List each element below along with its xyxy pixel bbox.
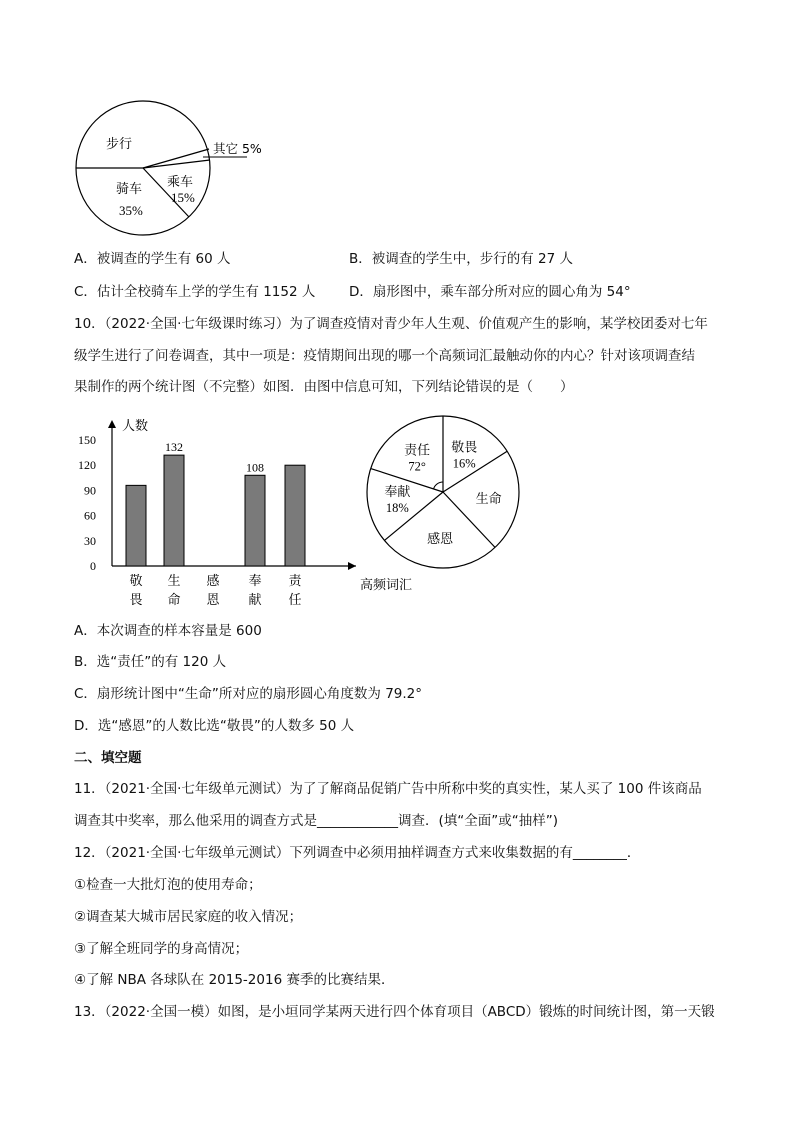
q9-option-a: A．被调查的学生有 60 人 — [74, 251, 231, 267]
bar-x-label: 高频词汇 — [360, 578, 413, 593]
q10-option-d: D．选“感恩”的人数比选“敬畏”的人数多 50 人 — [74, 718, 355, 734]
bar-category-label: 敬 — [129, 574, 143, 589]
q9-option-c: C．估计全校骑车上学的学生有 1152 人 — [74, 284, 316, 300]
q13-line1: 13．（2022·全国一模）如图，是小垣同学某两天进行四个体育项目（ABCD）锻炼的时间统计图，第一天锻 — [74, 1004, 715, 1020]
bar-category-label: 生 — [167, 574, 181, 589]
bar-y-tick-label: 0 — [90, 559, 96, 573]
bar-category-label: 任 — [288, 593, 302, 608]
q10-option-b: B．选“责任”的有 120 人 — [74, 654, 227, 670]
bar-y-tick-label: 120 — [78, 458, 96, 473]
bar-category-label: 责 — [288, 574, 302, 589]
q11-line1: 11．（2021·全国·七年级单元测试）为了了解商品促销广告中所称中奖的真实性，某人买了 100 件该商品 — [74, 781, 702, 797]
q10-option-c: C．扇形统计图中“生命”所对应的扇形圆心角度数为 79.2° — [74, 686, 423, 702]
section-heading-fill-blank: 二、填空题 — [74, 750, 142, 766]
pie-slice-label: 责任 — [404, 443, 431, 459]
pie-slice-value-label: 16% — [452, 456, 476, 471]
q10-pie-chart — [360, 410, 530, 570]
bar-y-tick-label: 30 — [84, 533, 96, 548]
pie-angle-arc — [433, 482, 443, 489]
q9-pie-label-walk: 步行 — [106, 137, 133, 152]
q12-line1: 12．（2021·全国·七年级单元测试）下列调查中必须用抽样调查方式来收集数据的有________． — [74, 845, 641, 861]
q12-item3: ③了解全班同学的身高情况； — [74, 941, 249, 957]
bar-责任 — [285, 465, 305, 566]
pie-slice-label: 感恩 — [427, 531, 454, 547]
q11-line2: 调查其中奖率，那么他采用的调查方式是____________调查．(填“全面”或“抽样”) — [74, 813, 559, 829]
pie-slice-label: 奉献 — [384, 484, 411, 500]
q9-option-b: B．被调查的学生中，步行的有 27 人 — [349, 251, 574, 267]
pie-slice-label: 生命 — [475, 491, 502, 507]
bar-data-label: 108 — [246, 460, 264, 475]
q9-option-d: D．扇形图中，乘车部分所对应的圆心角为 54° — [349, 284, 631, 300]
bar-生命 — [164, 455, 184, 566]
bar-category-label: 奉 — [248, 574, 262, 589]
bar-y-axis-arrow — [108, 420, 116, 428]
bar-y-label: 人数 — [122, 419, 149, 434]
bar-category-label: 感 — [206, 574, 220, 589]
q10-option-a: A．本次调查的样本容量是 600 — [74, 623, 262, 639]
q9-pie-label-bus: 乘车 — [167, 175, 194, 190]
q9-pie-label-other: 其它 5% — [213, 141, 262, 156]
q12-item2: ②调查某大城市居民家庭的收入情况； — [74, 909, 303, 925]
q9-pie-label-bus-pct: 15% — [171, 190, 195, 205]
bar-category-label: 畏 — [129, 593, 143, 608]
bar-y-tick-label: 60 — [84, 508, 96, 523]
q9-pie-chart — [70, 105, 270, 265]
bar-y-tick-label: 150 — [78, 433, 96, 447]
pie-slice-value-label: 72° — [408, 459, 426, 474]
bar-category-label: 恩 — [206, 593, 220, 608]
q10-stem-line3: 果制作的两个统计图（不完整）如图．由图中信息可知，下列结论错误的是（ ） — [74, 379, 574, 395]
bar-敬畏 — [126, 485, 146, 566]
q12-item1: ①检查一大批灯泡的使用寿命； — [74, 877, 262, 893]
bar-奉献 — [245, 475, 265, 566]
bar-y-tick-label: 90 — [84, 483, 96, 498]
q9-pie-label-bike-pct: 35% — [119, 203, 143, 218]
q10-stem-line2: 级学生进行了问卷调查，其中一项是：疫情期间出现的哪一个高频词汇最触动你的内心？针对该项调查结 — [74, 348, 695, 364]
q12-item4: ④了解 NBA 各球队在 2015-2016 赛季的比赛结果． — [74, 972, 395, 988]
bar-category-label: 命 — [167, 593, 181, 608]
pie-slice-value-label: 18% — [385, 500, 409, 515]
pie-slice-label: 敬畏 — [451, 440, 478, 456]
q10-stem-line1: 10．（2022·全国·七年级课时练习）为了调查疫情对青少年人生观、价值观产生的影响，某学校团委对七年 — [74, 316, 708, 332]
q9-pie-divider-other-b — [143, 149, 209, 168]
q9-pie-divider-other-a — [143, 160, 210, 168]
q9-pie-label-bike: 骑车 — [116, 182, 143, 197]
bar-data-label: 132 — [165, 440, 183, 455]
bar-x-axis-arrow — [348, 562, 356, 570]
bar-category-label: 献 — [248, 593, 262, 608]
